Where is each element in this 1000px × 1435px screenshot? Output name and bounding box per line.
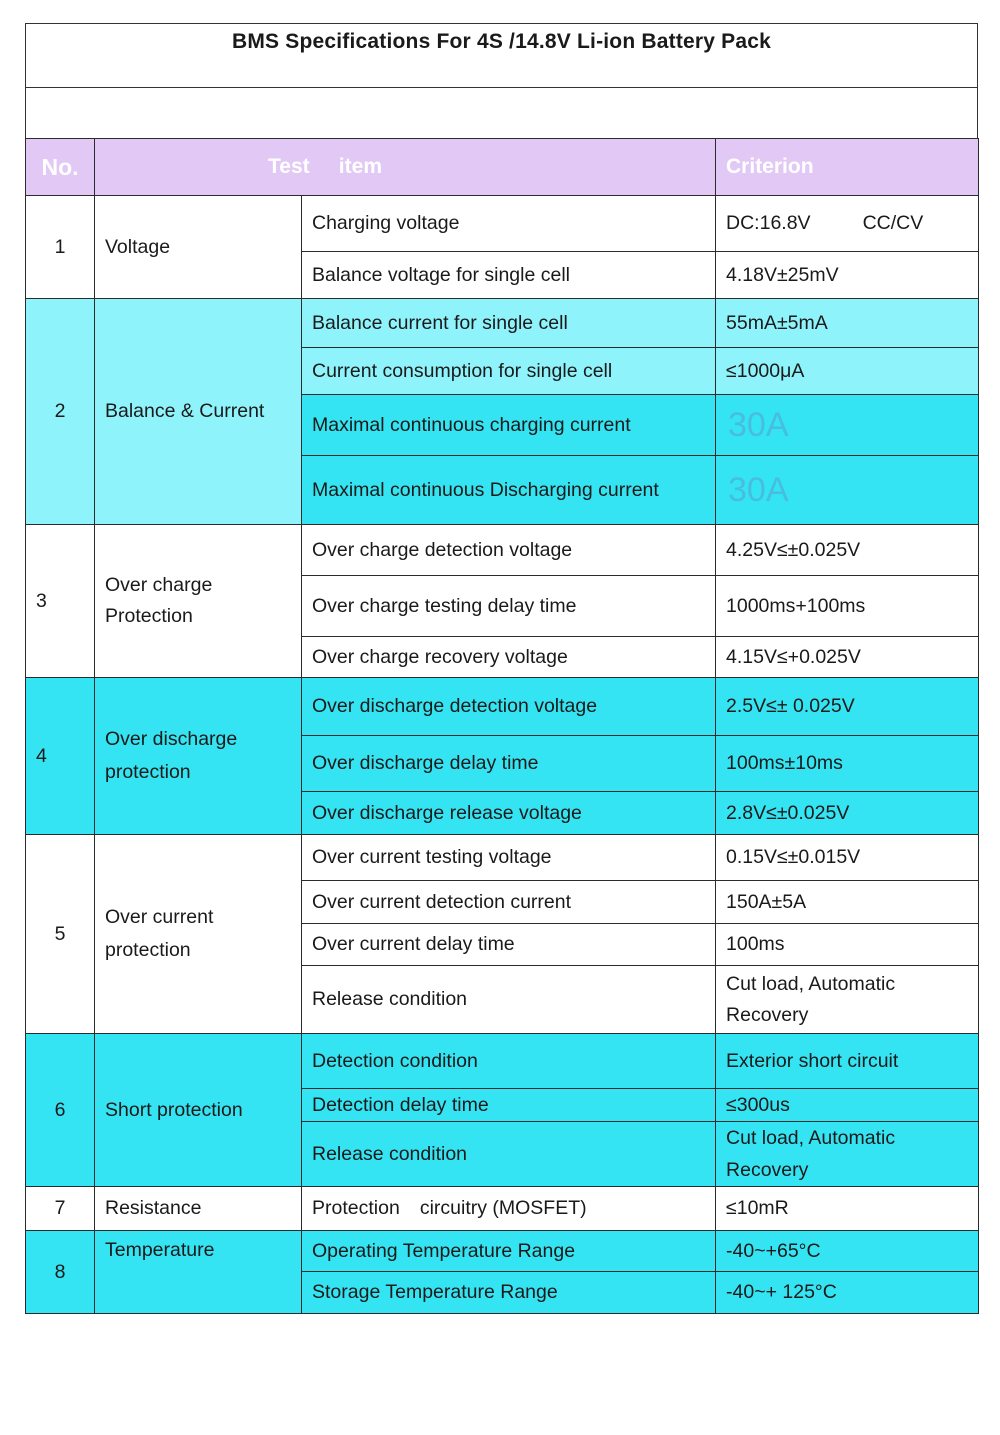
test-item: Balance current for single cell xyxy=(302,299,716,348)
test-item: Maximal continuous charging current xyxy=(302,395,716,456)
test-item-part: circuitry (MOSFET) xyxy=(419,1197,587,1219)
criterion: ≤300us xyxy=(716,1089,979,1122)
test-item: Over discharge detection voltage xyxy=(302,678,716,736)
group-name: Short protection xyxy=(95,1034,302,1187)
table-row xyxy=(26,678,979,736)
spec-sheet xyxy=(25,23,978,1314)
criterion-part: DC:16.8V xyxy=(726,212,811,234)
test-item: Over charge testing delay time xyxy=(302,576,716,637)
criterion-line: Cut load, Automatic xyxy=(726,1127,896,1149)
test-item: Over discharge release voltage xyxy=(302,792,716,835)
test-item: Over charge recovery voltage xyxy=(302,637,716,678)
test-item xyxy=(302,1187,716,1231)
table-row xyxy=(26,525,979,576)
table-header-row xyxy=(26,139,979,196)
group-name-line: Protection xyxy=(105,605,193,627)
test-item-part: Protection xyxy=(312,1197,400,1219)
group-number: 7 xyxy=(26,1187,95,1231)
criterion xyxy=(716,196,979,252)
header-no: No. xyxy=(26,139,95,196)
header-criterion: Criterion xyxy=(716,139,979,196)
criterion: 30A xyxy=(716,395,979,456)
group-name-line: protection xyxy=(105,761,191,783)
criterion xyxy=(716,1122,979,1187)
group-number: 1 xyxy=(26,196,95,299)
criterion: -40~+ 125°C xyxy=(716,1272,979,1314)
criterion: 100ms±10ms xyxy=(716,736,979,792)
group-name-line: Over discharge xyxy=(105,728,238,750)
title-row xyxy=(25,23,978,87)
test-item: Release condition xyxy=(302,966,716,1034)
criterion: ≤10mR xyxy=(716,1187,979,1231)
test-item: Maximal continuous Discharging current xyxy=(302,456,716,525)
test-item: Over current testing voltage xyxy=(302,835,716,881)
test-item: Storage Temperature Range xyxy=(302,1272,716,1314)
criterion: 4.25V≤±0.025V xyxy=(716,525,979,576)
test-item: Detection condition xyxy=(302,1034,716,1089)
group-name-line: Over current xyxy=(105,906,214,928)
test-item: Release condition xyxy=(302,1122,716,1187)
test-item: Operating Temperature Range xyxy=(302,1231,716,1272)
criterion xyxy=(716,966,979,1034)
test-item: Current consumption for single cell xyxy=(302,348,716,395)
criterion-line: Recovery xyxy=(726,1003,809,1026)
group-number: 3 xyxy=(26,525,95,678)
criterion-line: Recovery xyxy=(726,1159,809,1181)
criterion: 55mA±5mA xyxy=(716,299,979,348)
test-item: Over current detection current xyxy=(302,881,716,924)
table-row xyxy=(26,1034,979,1089)
table-row xyxy=(26,1231,979,1272)
table-row xyxy=(26,196,979,252)
criterion: 100ms xyxy=(716,924,979,966)
criterion: 2.8V≤±0.025V xyxy=(716,792,979,835)
criterion: 4.18V±25mV xyxy=(716,252,979,299)
test-item: Detection delay time xyxy=(302,1089,716,1122)
group-name xyxy=(95,525,302,678)
group-number: 4 xyxy=(26,678,95,835)
group-name: Temperature xyxy=(95,1231,302,1314)
group-number: 8 xyxy=(26,1231,95,1314)
header-test-item: Test item xyxy=(95,139,716,196)
group-number: 6 xyxy=(26,1034,95,1187)
test-item: Charging voltage xyxy=(302,196,716,252)
table-row xyxy=(26,1187,979,1231)
criterion: 0.15V≤±0.015V xyxy=(716,835,979,881)
criterion: -40~+65°C xyxy=(716,1231,979,1272)
page-title: BMS Specifications For 4S /14.8V Li-ion Battery Pack xyxy=(231,30,772,53)
table-row xyxy=(26,835,979,881)
criterion: ≤1000μA xyxy=(716,348,979,395)
blank-row xyxy=(25,87,978,138)
group-name xyxy=(95,835,302,1034)
group-name-line: protection xyxy=(105,939,191,961)
spec-table xyxy=(25,138,979,1314)
criterion: 2.5V≤± 0.025V xyxy=(716,678,979,736)
group-name xyxy=(95,678,302,835)
group-name-line: Over charge xyxy=(105,574,213,596)
criterion: 1000ms+100ms xyxy=(716,576,979,637)
criterion: 30A xyxy=(716,456,979,525)
group-name: Balance & Current xyxy=(95,299,302,525)
criterion: Exterior short circuit xyxy=(716,1034,979,1089)
table-row xyxy=(26,299,979,348)
group-number: 2 xyxy=(26,299,95,525)
group-number: 5 xyxy=(26,835,95,1034)
test-item: Balance voltage for single cell xyxy=(302,252,716,299)
test-item: Over current delay time xyxy=(302,924,716,966)
test-item: Over charge detection voltage xyxy=(302,525,716,576)
test-item: Over discharge delay time xyxy=(302,736,716,792)
criterion: 150A±5A xyxy=(716,881,979,924)
criterion: 4.15V≤+0.025V xyxy=(716,637,979,678)
group-name: Resistance xyxy=(95,1187,302,1231)
criterion-part: CC/CV xyxy=(862,212,924,234)
criterion-line: Cut load, Automatic xyxy=(726,972,896,995)
group-name: Voltage xyxy=(95,196,302,299)
